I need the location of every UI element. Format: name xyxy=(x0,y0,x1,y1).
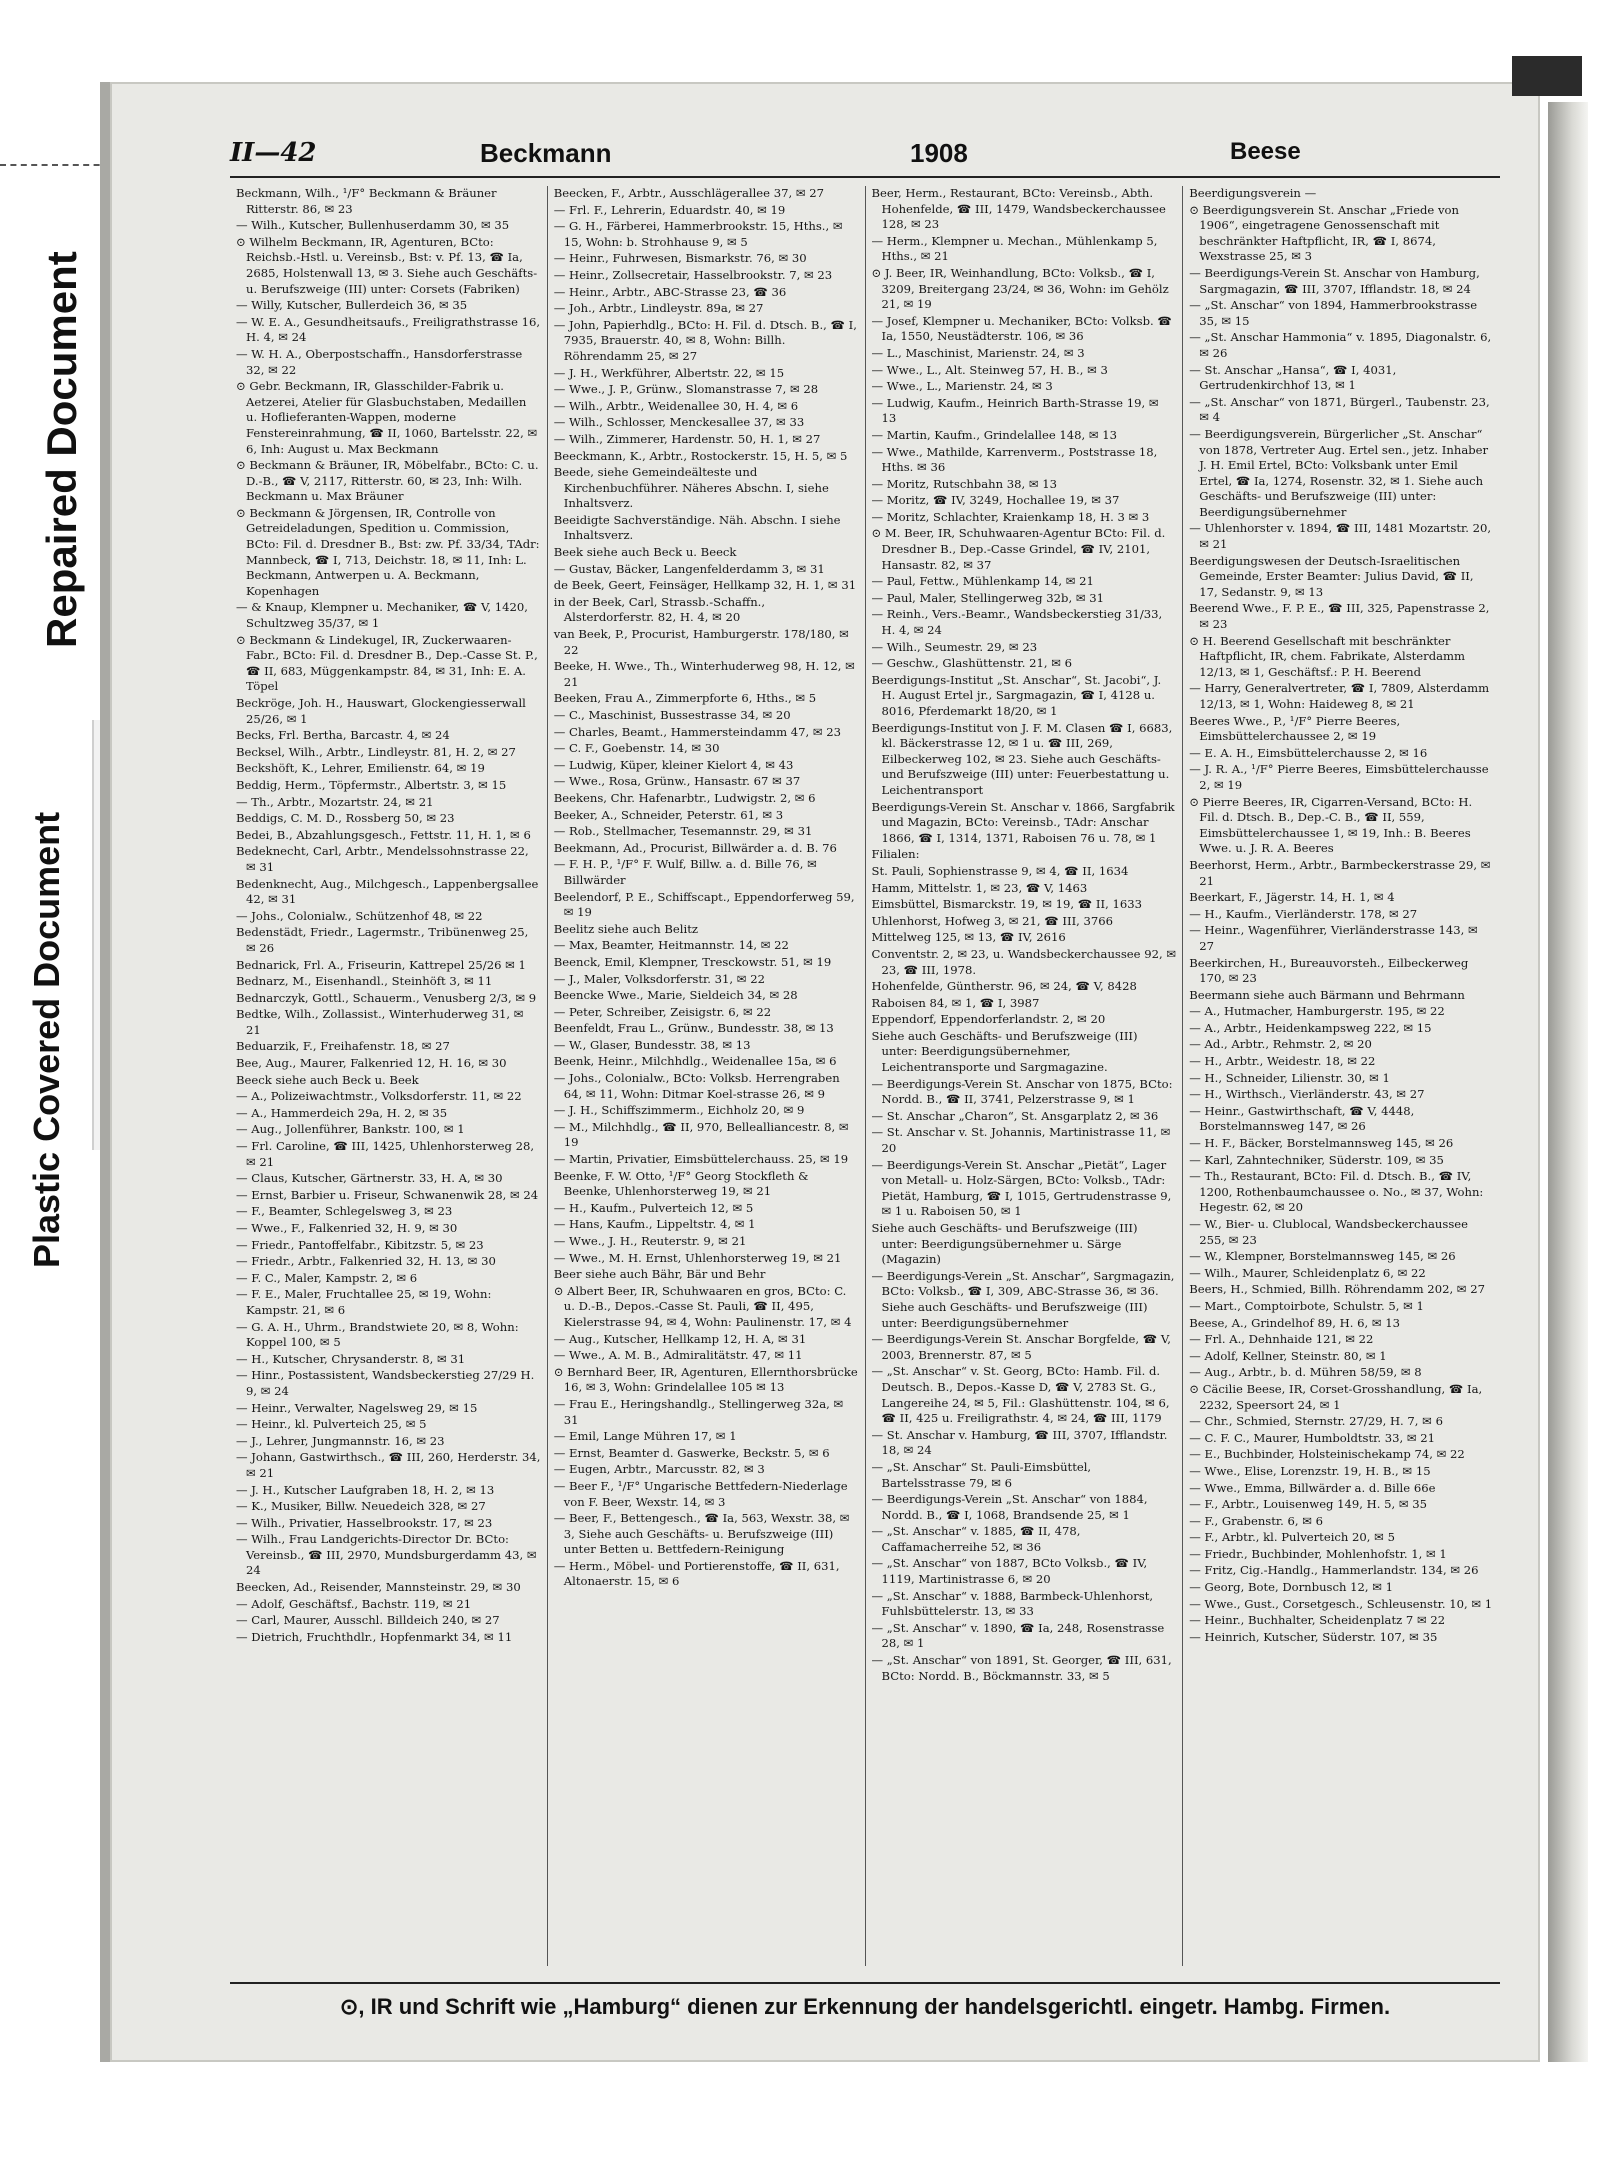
directory-entry: Beerdigungsverein — xyxy=(1189,186,1317,200)
directory-entry: — Frl. F., Lehrerin, Eduardstr. 40, ✉ 19 xyxy=(553,202,786,217)
directory-entry: Bednarczyk, Gottl., Schauerm., Venusberg 2/3, ✉ 9 xyxy=(236,990,537,1005)
directory-entry: — C., Maschinist, Bussestrasse 34, ✉ 20 xyxy=(553,708,791,722)
directory-entry: — „St. Anschar“ v. 1888, Barmbeck-Uhlenhorst, Fuhlsbüttelerstr. 13, ✉ 33 xyxy=(871,1588,1154,1619)
directory-entry: — Th., Arbtr., Mozartstr. 24, ✉ 21 xyxy=(236,794,434,809)
directory-entry: — Hinr., Postassistent, Wandsbeckerstieg 27/29 H. 9, ✉ 24 xyxy=(236,1368,535,1398)
directory-entry: — Heinrich, Kutscher, Süderstr. 107, ✉ 35 xyxy=(1189,1629,1438,1644)
tape-edge-mark xyxy=(0,164,110,166)
directory-entry: — Wwe., A. M. B., Admiralitätstr. 47, ✉ 11 xyxy=(553,1348,803,1363)
directory-entry: — Wwe., L., Marienstr. 24, ✉ 3 xyxy=(871,379,1053,394)
directory-entry: — Ad., Arbtr., Rehmstr. 2, ✉ 20 xyxy=(1189,1037,1372,1052)
directory-entry: — Rob., Stellmacher, Tesemannstr. 29, ✉ 31 xyxy=(553,824,813,839)
directory-entry: Conventstr. 2, ✉ 23, u. Wandsbeckerchaussee 92, ✉ 23, ☎ III, 1978. xyxy=(871,946,1177,977)
directory-entry: — Mart., Comptoirbote, Schulstr. 5, ✉ 1 xyxy=(1189,1298,1424,1313)
directory-entry: — Wilh., Arbtr., Weidenallee 30, H. 4, ✉ 6 xyxy=(553,398,799,413)
directory-entry: — Dietrich, Fruchthdlr., Hopfenmarkt 34, ✉ 11 xyxy=(236,1629,513,1644)
directory-entry: Beecken, F., Arbtr., Ausschlägerallee 37, ✉ 27 xyxy=(553,186,824,200)
directory-entry: — Wwe., Rosa, Grünw., Hansastr. 67 ✉ 37 xyxy=(553,774,801,789)
directory-entry: Beckshöft, K., Lehrer, Emilienstr. 64, ✉ 19 xyxy=(236,761,485,776)
directory-entry: Becksel, Wilh., Arbtr., Lindleystr. 81, H. 2, ✉ 27 xyxy=(236,744,516,759)
directory-entry: Beekmann, Ad., Procurist, Billwärder a. d. B. 76 xyxy=(553,840,837,855)
directory-entry: — Aug., Kutscher, Hellkamp 12, H. A, ✉ 31 xyxy=(553,1331,807,1346)
directory-entry: — J., Maler, Volksdorferstr. 31, ✉ 22 xyxy=(553,971,765,986)
directory-entry: — Martin, Kaufm., Grindelallee 148, ✉ 13 xyxy=(871,427,1118,442)
directory-entry: in der Beek, Carl, Strassb.-Schaffn., Alsterdorferstr. 82, H. 4, ✉ 20 xyxy=(553,594,766,625)
directory-entry: — Heinr., Wagenführer, Vierländerstrasse 143, ✉ 27 xyxy=(1189,923,1478,953)
page-corner-tab xyxy=(1512,56,1582,96)
directory-entry: — Adolf, Geschäftsf., Bachstr. 119, ✉ 21 xyxy=(236,1596,472,1611)
directory-entry: — H., Kaufm., Vierländerstr. 178, ✉ 27 xyxy=(1189,906,1418,921)
directory-entry: ⊙ Cäcilie Beese, IR, Corset-Grosshandlung, ☎ Ia, 2232, Speersort 24, ✉ 1 xyxy=(1189,1381,1483,1412)
directory-entry: — Max, Beamter, Heitmannstr. 14, ✉ 22 xyxy=(553,938,789,953)
directory-entry: — Ludwig, Kaufm., Heinrich Barth-Strasse 19, ✉ 13 xyxy=(871,395,1159,426)
directory-entry: — H., Kaufm., Pulverteich 12, ✉ 5 xyxy=(553,1200,754,1215)
directory-entry: — H., Arbtr., Weidestr. 18, ✉ 22 xyxy=(1189,1054,1376,1069)
directory-entry: Siehe auch Geschäfts- und Berufszweige (III) unter: Beerdigungsübernehmer u. Särge (Magazin) xyxy=(871,1221,1138,1267)
directory-entry: — Willy, Kutscher, Bullerdeich 36, ✉ 35 xyxy=(236,298,468,313)
directory-entry: — St. Anschar „Hansa“, ☎ I, 4031, Gertrudenkirchhof 13, ✉ 1 xyxy=(1189,362,1397,393)
directory-entry: — Wwe., Elise, Lorenzstr. 19, H. B., ✉ 15 xyxy=(1189,1463,1431,1478)
directory-entry: ⊙ Pierre Beeres, IR, Cigarren-Versand, BCto: H. Fil. d. Dtsch. B., Dep.-C. B., ☎ II, 559, Eimsbüttelerchaussee 1, ✉ 19, Inh.: B. Beeres Wwe. u. J. R. A. Beeres xyxy=(1189,794,1473,856)
directory-entry: — Beerdigungsverein, Bürgerlicher „St. Anschar“ von 1878, Vertreter Aug. Ertel sen., jetz. Inhaber J. H. Emil Ertel, BCto: Volksbank unter Emil Ertel, ☎ Ia, 1274, Rosenstr. 32, ✉ 1. Siehe auch Geschäfts- und Berufszweige (III) unter: Beerdigungsübernehmer xyxy=(1189,426,1489,519)
directory-entry: — Wilh., Privatier, Hasselbrookstr. 17, ✉ 23 xyxy=(236,1515,493,1530)
directory-entry: Bednarick, Frl. A., Friseurin, Kattrepel 25/26 ✉ 1 xyxy=(236,957,526,972)
page-header xyxy=(230,132,1500,178)
directory-entry: — Hans, Kaufm., Lippeltstr. 4, ✉ 1 xyxy=(553,1217,756,1232)
directory-entry: Beelendorf, P. E., Schiffscapt., Eppendorferweg 59, ✉ 19 xyxy=(553,889,855,920)
directory-entry: — A., Polizeiwachtmstr., Volksdorferstr. 11, ✉ 22 xyxy=(236,1089,522,1104)
directory-entry: — Friedr., Pantoffelfabr., Kibitzstr. 5, ✉ 23 xyxy=(236,1237,484,1252)
directory-entry: — L., Maschinist, Marienstr. 24, ✉ 3 xyxy=(871,345,1085,360)
directory-entry: — Wwe., Mathilde, Karrenverm., Poststrasse 18, Hths. ✉ 36 xyxy=(871,444,1158,475)
directory-entry: — Beerdigungs-Verein St. Anschar von Hamburg, Sargmagazin, ☎ III, 3707, Ifflandstr. 18, ✉ 24 xyxy=(1189,265,1480,296)
directory-entry: — Johs., Colonialw., Schützenhof 48, ✉ 22 xyxy=(236,908,483,923)
directory-entry: — Wwe., M. H. Ernst, Uhlenhorsterweg 19, ✉ 21 xyxy=(553,1250,842,1265)
directory-entry: — Heinr., Buchhalter, Scheidenplatz 7 ✉ 22 xyxy=(1189,1613,1446,1628)
directory-entry: — „St. Anschar“ von 1871, Bürgerl., Taubenstr. 23, ✉ 4 xyxy=(1189,394,1490,425)
directory-entry: ⊙ Beckmann & Jörgensen, IR, Controlle von Getreideladungen, Spedition u. Commission, BCto: Fil. d. Dresdner B., Bst: zw. Pf. 33/34, TAdr: Mannbeck, ☎ I, 713, Deichstr. 18, ✉ 11, Inh: L. Beckmann, Antwerpen u. A. Beckmann, Kopenhagen xyxy=(236,505,540,598)
directory-entry: — Carl, Maurer, Ausschl. Billdeich 240, ✉ 27 xyxy=(236,1613,500,1628)
directory-entry: Beerkirchen, H., Bureauvorsteh., Eilbeckerweg 170, ✉ 23 xyxy=(1189,955,1469,986)
directory-entry: — Karl, Zahntechniker, Süderstr. 109, ✉ 35 xyxy=(1189,1152,1444,1167)
directory-entry: Beenke, F. W. Otto, ¹/F° Georg Stockfleth & Beenke, Uhlenhorsterweg 19, ✉ 21 xyxy=(553,1168,809,1199)
directory-entry: — A., Hutmacher, Hamburgerstr. 195, ✉ 22 xyxy=(1189,1004,1445,1019)
directory-entry: — Frl. Caroline, ☎ III, 1425, Uhlenhorsterweg 28, ✉ 21 xyxy=(236,1139,535,1169)
directory-entry: Beerdigungswesen der Deutsch-Israelitischen Gemeinde, Erster Beamter: Julius David, ☎ II, 17, Sedanstr. 9, ✉ 13 xyxy=(1189,553,1474,599)
directory-entry: St. Pauli, Sophienstrasse 9, ✉ 4, ☎ II, 1634 xyxy=(871,863,1129,878)
directory-entry: ⊙ Gebr. Beckmann, IR, Glasschilder-Fabrik u. Aetzerei, Atelier für Glasbuchstaben, Medaillen u. Hoflieferanten-Wappen, moderne Fenstereinrahmung, ☎ II, 1060, Bartelsstr. 22, ✉ 6, Inh: August u. Max Beckmann xyxy=(236,379,538,456)
directory-entry: Beenfeldt, Frau L., Grünw., Bundesstr. 38, ✉ 13 xyxy=(553,1021,834,1036)
column-3 xyxy=(866,186,1184,1966)
directory-entry: — Uhlenhorster v. 1894, ☎ III, 1481 Mozartstr. 20, ✉ 21 xyxy=(1189,521,1492,552)
directory-entry: — Fritz, Cig.-Handlg., Hammerlandstr. 134, ✉ 26 xyxy=(1189,1563,1479,1578)
directory-entry: Beese, A., Grindelhof 89, H. 6, ✉ 13 xyxy=(1189,1315,1400,1330)
directory-entry: — Emil, Lange Mühren 17, ✉ 1 xyxy=(553,1429,737,1444)
directory-entry: Beerkart, F., Jägerstr. 14, H. 1, ✉ 4 xyxy=(1189,890,1395,905)
directory-entry: — Gustav, Bäcker, Langenfelderdamm 3, ✉ 31 xyxy=(553,561,825,576)
directory-entry: — Moritz, Rutschbahn 38, ✉ 13 xyxy=(871,476,1058,491)
directory-entry: — Beer, F., Bettengesch., ☎ Ia, 563, Wexstr. 38, ✉ 3, Siehe auch Geschäfts- u. Berufszweige (III) unter Betten u. Bettfedern-Reinigung xyxy=(553,1511,850,1557)
directory-entry: ⊙ Bernhard Beer, IR, Agenturen, Ellernthorsbrücke 16, ✉ 3, Wohn: Grindelallee 105 ✉ 13 xyxy=(553,1364,858,1395)
directory-entry: — Beerdigungs-Verein St. Anschar von 1875, BCto: Nordd. B., ☎ II, 3741, Pelzerstrasse 9, ✉ 1 xyxy=(871,1076,1173,1107)
directory-entry: — J. H., Kutscher Laufgraben 18, H. 2, ✉ 13 xyxy=(236,1482,495,1497)
directory-entry: — Reinh., Vers.-Beamr., Wandsbeckerstieg 31/33, H. 4, ✉ 24 xyxy=(871,607,1163,638)
directory-entry: Mittelweg 125, ✉ 13, ☎ IV, 2616 xyxy=(871,930,1066,945)
directory-entry: — Wilh., Frau Landgerichts-Director Dr. BCto: Vereinsb., ☎ III, 2970, Mundsburgerdamm 43, ✉ 24 xyxy=(236,1532,537,1578)
directory-entry: — Adolf, Kellner, Steinstr. 80, ✉ 1 xyxy=(1189,1348,1387,1363)
directory-entry: — H. F., Bäcker, Borstelmannsweg 145, ✉ 26 xyxy=(1189,1136,1454,1151)
directory-entry: — A., Arbtr., Heidenkampsweg 222, ✉ 15 xyxy=(1189,1020,1432,1035)
directory-entry: — Paul, Maler, Stellingerweg 32b, ✉ 31 xyxy=(871,590,1104,605)
directory-entry: Hamm, Mittelstr. 1, ✉ 23, ☎ V, 1463 xyxy=(871,880,1088,895)
directory-entry: Bedenstädt, Friedr., Lagermstr., Tribünenweg 25, ✉ 26 xyxy=(236,925,529,955)
directory-entry: — F., Arbtr., Louisenweg 149, H. 5, ✉ 35 xyxy=(1189,1497,1428,1512)
directory-entry: — Wwe., J. P., Grünw., Slomanstrasse 7, ✉ 28 xyxy=(553,382,819,397)
directory-entry: — M., Milchhdlg., ☎ II, 970, Bellealliancestr. 8, ✉ 19 xyxy=(553,1119,849,1150)
directory-entry: Beeidigte Sachverständige. Näh. Abschn. I siehe Inhaltsverz. xyxy=(553,512,841,543)
directory-entry: — H., Kutscher, Chrysanderstr. 8, ✉ 31 xyxy=(236,1351,466,1366)
directory-entry: — Wilh., Zimmerer, Hardenstr. 50, H. 1, ✉ 27 xyxy=(553,431,821,446)
directory-entry: Bedtke, Wilh., Zollassist., Winterhuderweg 31, ✉ 21 xyxy=(236,1007,524,1037)
directory-entry: — G. H., Färberei, Hammerbrookstr. 15, Hths., ✉ 15, Wohn: b. Strohhause 9, ✉ 5 xyxy=(553,219,843,249)
directory-entry: ⊙ Wilhelm Beckmann, IR, Agenturen, BCto: Reichsb.-Hstl. u. Vereinsb., Bst: v. Pf. 13, ☎ Ia, 2685, Holstenwall 13, ✉ 3. Siehe auch Geschäfts- u. Berufszweige (III) unter: Corsets (Fabriken) xyxy=(236,234,538,296)
directory-entry: Beerend Wwe., F. P. E., ☎ III, 325, Papenstrasse 2, ✉ 23 xyxy=(1189,601,1490,632)
directory-entry: — „St. Anschar“ von 1891, St. Georger, ☎ III, 631, BCto: Nordd. B., Böckmannstr. 33, ✉ 5 xyxy=(871,1653,1172,1683)
directory-entry: Uhlenhorst, Hofweg 3, ✉ 21, ☎ III, 3766 xyxy=(871,913,1114,928)
directory-entry: — Wwe., J. H., Reuterstr. 9, ✉ 21 xyxy=(553,1234,747,1248)
directory-entry: — „St. Anschar“ St. Pauli-Eimsbüttel, Bartelsstrasse 79, ✉ 6 xyxy=(871,1459,1092,1490)
directory-entry: — J. R. A., ¹/F° Pierre Beeres, Eimsbüttelerchausse 2, ✉ 19 xyxy=(1189,762,1489,792)
directory-entry: — Moritz, Schlachter, Kraienkamp 18, H. 3 ✉ 3 xyxy=(871,509,1150,524)
column-1 xyxy=(230,186,548,1966)
directory-entry: Becks, Frl. Bertha, Barcastr. 4, ✉ 24 xyxy=(236,728,450,743)
directory-entry: Beerhorst, Herm., Arbtr., Barmbeckerstrasse 29, ✉ 21 xyxy=(1189,857,1491,888)
directory-entry: — Eugen, Arbtr., Marcusstr. 82, ✉ 3 xyxy=(553,1462,765,1477)
directory-entry: — Heinr., Zollsecretair, Hasselbrookstr. 7, ✉ 23 xyxy=(553,267,833,282)
directory-entry: — Johs., Colonialw., BCto: Volksb. Herrengraben 64, ✉ 11, Wohn: Ditmar Koel-strasse 26, ✉ 9 xyxy=(553,1071,840,1101)
directory-entry: Beckmann, Wilh., ¹/F° Beckmann & Bräuner Ritterstr. 86, ✉ 23 xyxy=(236,186,497,216)
directory-entry: — F. H. P., ¹/F° F. Wulf, Billw. a. d. Bille 76, ✉ Billwärder xyxy=(553,857,817,887)
directory-entry: — A., Hammerdeich 29a, H. 2, ✉ 35 xyxy=(236,1105,448,1120)
directory-entry: — Aug., Jollenführer, Bankstr. 100, ✉ 1 xyxy=(236,1122,465,1137)
directory-entry: — Ludwig, Küper, kleiner Kielort 4, ✉ 43 xyxy=(553,757,794,772)
page-number: II—42 xyxy=(230,138,317,168)
directory-entry: Beecken, Ad., Reisender, Mannsteinstr. 29, ✉ 30 xyxy=(236,1580,521,1595)
directory-entry: — C. F. C., Maurer, Humboldtstr. 33, ✉ 21 xyxy=(1189,1430,1436,1445)
directory-entry: — Th., Restaurant, BCto: Fil. d. Dtsch. B., ☎ IV, 1200, Rothenbaumchaussee o. No., ✉ 37, Wohn: Hegestr. 62, ✉ 20 xyxy=(1189,1169,1484,1215)
repaired-document-label: Repaired Document xyxy=(38,251,85,649)
directory-columns xyxy=(230,186,1500,1966)
directory-entry: — Frau E., Heringshandlg., Stellingerweg 32a, ✉ 31 xyxy=(553,1396,844,1427)
directory-entry: — Wilh., Kutscher, Bullenhuserdamm 30, ✉ 35 xyxy=(236,218,510,233)
directory-entry: — Heinr., Gastwirthschaft, ☎ V, 4448, Borstelmannsweg 147, ✉ 26 xyxy=(1189,1103,1415,1134)
directory-page xyxy=(100,82,1540,2062)
directory-entry: — Joh., Arbtr., Lindleystr. 89a, ✉ 27 xyxy=(553,301,764,316)
directory-entry: Bee, Aug., Maurer, Falkenried 12, H. 16, ✉ 30 xyxy=(236,1056,507,1071)
directory-entry: ⊙ Beerdigungsverein St. Anschar „Friede von 1906“, eingetragene Genossenschaft mit beschränkter Haftpflicht, IR, ☎ I, 8674, Wexstrasse 25, ✉ 3 xyxy=(1189,202,1459,264)
page-footer-note: ⊙, IR und Schrift wie „Hamburg“ dienen zur Erkennung der handelsgerichtl. eingetr. Hambg. Firmen. xyxy=(230,1982,1500,2034)
directory-entry: — Wilh., Seumestr. 29, ✉ 23 xyxy=(871,639,1038,654)
directory-entry: ⊙ Beckmann & Lindekugel, IR, Zuckerwaaren-Fabr., BCto: Fil. d. Dresdner B., Dep.-Casse St. P., ☎ II, 683, Müggenkampstr. 84, ✉ 31, Inh: E. A. Töpel xyxy=(236,632,538,694)
directory-entry: — C. F., Goebenstr. 14, ✉ 30 xyxy=(553,741,720,756)
directory-entry: Beer siehe auch Bähr, Bär und Behr xyxy=(553,1267,766,1282)
directory-entry: Beerdigungs-Verein St. Anschar v. 1866, Sargfabrik und Magazin, BCto: Vereinsb., TAdr: Anschar 1866, ☎ I, 1314, 1371, Raboisen 76 u. 78, ✉ 1 xyxy=(871,799,1175,845)
header-first-entry: Beckmann xyxy=(480,138,612,168)
directory-entry: Beenck, Emil, Klempner, Tresckowstr. 51, ✉ 19 xyxy=(553,954,832,969)
directory-entry: ⊙ Beckmann & Bräuner, IR, Möbelfabr., BCto: C. u. D.-B., ☎ V, 2117, Ritterstr. 60, ✉ 23, Inh: Wilh. Beckmann u. Max Bräuner xyxy=(236,458,539,504)
directory-entry: — F., Beamter, Schlegelsweg 3, ✉ 23 xyxy=(236,1204,453,1219)
directory-entry: Eimsbüttel, Bismarckstr. 19, ✉ 19, ☎ II, 1633 xyxy=(871,897,1142,912)
directory-entry: Beenk, Heinr., Milchhdlg., Weidenallee 15a, ✉ 6 xyxy=(553,1054,837,1069)
directory-entry: Eppendorf, Eppendorferlandstr. 2, ✉ 20 xyxy=(871,1012,1106,1027)
directory-entry: — W. H. A., Oberpostschaffn., Hansdorferstrasse 32, ✉ 22 xyxy=(236,346,523,377)
directory-entry: — J., Lehrer, Jungmannstr. 16, ✉ 23 xyxy=(236,1433,445,1448)
directory-entry: Bedei, B., Abzahlungsgesch., Fettstr. 11, H. 1, ✉ 6 xyxy=(236,827,531,842)
directory-entry: — Beerdigungs-Verein „St. Anschar“ von 1884, Nordd. B., ☎ I, 1068, Brandsende 25, ✉ 1 xyxy=(871,1492,1148,1522)
directory-entry: — Harry, Generalvertreter, ☎ I, 7809, Alsterdamm 12/13, ✉ 1, Wohn: Haideweg 8, ✉ 21 xyxy=(1189,681,1490,711)
directory-entry: Beermann siehe auch Bärmann und Behrmann xyxy=(1189,987,1465,1002)
directory-entry: — E. A. H., Eimsbüttelerchausse 2, ✉ 16 xyxy=(1189,745,1428,760)
directory-entry: — F. C., Maler, Kampstr. 2, ✉ 6 xyxy=(236,1270,418,1285)
directory-entry: — Wilh., Maurer, Schleidenplatz 6, ✉ 22 xyxy=(1189,1265,1426,1280)
directory-entry: — Aug., Arbtr., b. d. Mühren 58/59, ✉ 8 xyxy=(1189,1365,1422,1380)
directory-entry: Siehe auch Geschäfts- und Berufszweige (III) unter: Beerdigungsübernehmer, Leichentransporte und Sargmagazine. xyxy=(871,1028,1138,1075)
column-4 xyxy=(1183,186,1500,1966)
directory-entry: — Wilh., Schlosser, Menckesallee 37, ✉ 33 xyxy=(553,415,805,430)
directory-entry: Hohenfelde, Güntherstr. 96, ✉ 24, ☎ V, 8428 xyxy=(871,979,1137,994)
directory-entry: — Johann, Gastwirthsch., ☎ III, 260, Herderstr. 34, ✉ 21 xyxy=(236,1450,541,1480)
directory-entry: — „St. Anschar Hammonia“ v. 1895, Diagonalstr. 6, ✉ 26 xyxy=(1189,330,1492,360)
directory-entry: Beer, Herm., Restaurant, BCto: Vereinsb., Abth. Hohenfelde, ☎ III, 1479, Wandsbeckerchaussee 128, ✉ 23 xyxy=(871,186,1166,232)
directory-entry: — Claus, Kutscher, Gärtnerstr. 33, H. A, ✉ 30 xyxy=(236,1171,503,1186)
directory-entry: — Heinr., Fuhrwesen, Bismarkstr. 76, ✉ 30 xyxy=(553,251,807,266)
directory-entry: Beerdigungs-Institut „St. Anschar“, St. Jacobi“, J. H. August Ertel jr., Sargmagazin, ☎ I, 4128 u. 8016, Pferdemarkt 18/20, ✉ 1 xyxy=(871,672,1162,718)
directory-entry: Raboisen 84, ✉ 1, ☎ I, 3987 xyxy=(871,995,1040,1010)
directory-entry: — Friedr., Buchbinder, Mohlenhofstr. 1, ✉ 1 xyxy=(1189,1546,1447,1561)
directory-entry: — Ernst, Beamter d. Gaswerke, Beckstr. 5, ✉ 6 xyxy=(553,1445,830,1460)
directory-entry: — Josef, Klempner u. Mechaniker, BCto: Volksb. ☎ Ia, 1550, Neustädterstr. 106, ✉ 36 xyxy=(871,313,1172,344)
directory-entry: Beede, siehe Gemeindeälteste und Kirchenbuchführer. Näheres Abschn. I, siehe Inhaltsverz. xyxy=(553,465,829,511)
directory-entry: — & Knaup, Klempner u. Mechaniker, ☎ V, 1420, Schultzweg 35/37, ✉ 1 xyxy=(236,600,528,631)
directory-entry: — Heinr., kl. Pulverteich 25, ✉ 5 xyxy=(236,1417,427,1432)
directory-entry: — Heinr., Arbtr., ABC-Strasse 23, ☎ 36 xyxy=(553,284,787,299)
directory-entry: — J. H., Werkführer, Albertstr. 22, ✉ 15 xyxy=(553,365,785,380)
directory-entry: Beeken, Frau A., Zimmerpforte 6, Hths., ✉ 5 xyxy=(553,691,817,706)
directory-entry: ⊙ H. Beerend Gesellschaft mit beschränkter Haftpflicht, IR, chem. Fabrikate, Alsterdamm 12/13, ✉ 1, Geschäftsf.: P. H. Beerend xyxy=(1189,633,1466,679)
header-last-entry: Beese xyxy=(1230,138,1301,165)
directory-entry: — Ernst, Barbier u. Friseur, Schwanenwik 28, ✉ 24 xyxy=(236,1187,539,1202)
directory-entry: Beeke, H. Wwe., Th., Winterhuderweg 98, H. 12, ✉ 21 xyxy=(553,659,855,689)
directory-entry: — Friedr., Arbtr., Falkenried 32, H. 13, ✉ 30 xyxy=(236,1254,496,1269)
directory-entry: Filialen: xyxy=(871,847,920,862)
directory-entry: — F., Arbtr., kl. Pulverteich 20, ✉ 5 xyxy=(1189,1530,1395,1545)
directory-entry: — Beerdigungs-Verein St. Anschar „Pietät“, Lager von Metall- u. Holz-Särgen, BCto: Volksb., TAdr: Pietät, Hamburg, ☎ I, 1015, Gertrudenstrasse 9, ✉ 1 u. Raboisen 50, ✉ 1 xyxy=(871,1157,1172,1219)
directory-entry: Beeck siehe auch Beck u. Beek xyxy=(236,1072,419,1087)
directory-entry: — Herm., Möbel- und Portierenstoffe, ☎ II, 631, Altonaerstr. 15, ✉ 6 xyxy=(553,1558,840,1589)
directory-entry: — St. Anschar „Charon“, St. Ansgarplatz 2, ✉ 36 xyxy=(871,1108,1159,1123)
plastic-covered-document-label: Plastic Covered Document xyxy=(26,811,67,1269)
directory-entry: — Beerdigungs-Verein St. Anschar Borgfelde, ☎ V, 2003, Brennerstr. 87, ✉ 5 xyxy=(871,1332,1171,1362)
directory-entry: Bednarz, M., Eisenhandl., Steinhöft 3, ✉ 11 xyxy=(236,974,493,989)
directory-entry: Beerdigungs-Institut von J. F. M. Clasen ☎ I, 6683, kl. Bäckerstrasse 12, ✉ 1 u. ☎ III, 269, Eilbeckerweg 102, ✉ 23. Siehe auch Geschäfts- und Berufszweige (III) unter: Feuerbestattung u. Leichentransport xyxy=(871,720,1173,797)
directory-entry: — Wwe., Emma, Billwärder a. d. Bille 66e xyxy=(1189,1480,1436,1495)
directory-entry: Beekens, Chr. Hafenarbtr., Ludwigstr. 2, ✉ 6 xyxy=(553,790,816,805)
directory-entry: — „St. Anschar“ v. 1885, ☎ II, 478, Caffamacherreihe 52, ✉ 36 xyxy=(871,1524,1081,1554)
directory-entry: — Frl. A., Dehnhaide 121, ✉ 22 xyxy=(1189,1332,1374,1347)
directory-entry: Bedeknecht, Carl, Arbtr., Mendelssohnstrasse 22, ✉ 31 xyxy=(236,844,529,874)
directory-entry: — H., Schneider, Lilienstr. 30, ✉ 1 xyxy=(1189,1070,1390,1085)
directory-entry: — Herm., Klempner u. Mechan., Mühlenkamp 5, Hths., ✉ 21 xyxy=(871,233,1158,264)
directory-entry: — Peter, Schreiber, Zeisigstr. 6, ✉ 22 xyxy=(553,1004,772,1019)
directory-entry: Beckröge, Joh. H., Hauswart, Glockengiesserwall 25/26, ✉ 1 xyxy=(236,696,526,726)
directory-entry: — F. E., Maler, Fruchtallee 25, ✉ 19, Wohn: Kampstr. 21, ✉ 6 xyxy=(236,1287,492,1317)
directory-entry: — „St. Anschar“ von 1894, Hammerbrookstrasse 35, ✉ 15 xyxy=(1189,298,1478,328)
directory-entry: — E., Buchbinder, Holsteinischekamp 74, ✉ 22 xyxy=(1189,1447,1465,1462)
directory-entry: — „St. Anschar“ von 1887, BCto Volksb., ☎ IV, 1119, Martinistrasse 6, ✉ 20 xyxy=(871,1556,1148,1587)
directory-entry: ⊙ M. Beer, IR, Schuhwaaren-Agentur BCto: Fil. d. Dresdner B., Dep.-Casse Grindel, ☎ IV, 2101, Hansastr. 82, ✉ 37 xyxy=(871,526,1166,572)
directory-entry: — F., Grabenstr. 6, ✉ 6 xyxy=(1189,1513,1324,1528)
directory-entry: — Wwe., F., Falkenried 32, H. 9, ✉ 30 xyxy=(236,1221,458,1235)
directory-entry: — J. H., Schiffszimmerm., Eichholz 20, ✉ 9 xyxy=(553,1103,805,1118)
header-year: 1908 xyxy=(910,138,968,168)
directory-entry: Beeker, A., Schneider, Peterstr. 61, ✉ 3 xyxy=(553,807,784,822)
directory-entry: — Wwe., Gust., Corsetgesch., Schleusenstr. 10, ✉ 1 xyxy=(1189,1596,1493,1611)
directory-entry: Beduarzik, F., Freihafenstr. 18, ✉ 27 xyxy=(236,1039,450,1054)
directory-entry: Beddigs, C. M. D., Rossberg 50, ✉ 23 xyxy=(236,811,455,826)
directory-entry: — K., Musiker, Billw. Neuedeich 328, ✉ 27 xyxy=(236,1499,486,1514)
directory-entry: — John, Papierhdlg., BCto: H. Fil. d. Dtsch. B., ☎ I, 7935, Brauerstr. 40, ✉ 8, Wohn: Billh. Röhrendamm 25, ✉ 27 xyxy=(553,317,857,363)
directory-entry: — W. E. A., Gesundheitsaufs., Freiligrathstrasse 16, H. 4, ✉ 24 xyxy=(236,314,541,345)
directory-entry: Beek siehe auch Beck u. Beeck xyxy=(553,545,737,560)
directory-entry: — Charles, Beamt., Hammersteindamm 47, ✉ 23 xyxy=(553,724,842,739)
directory-entry: Beelitz siehe auch Belitz xyxy=(553,921,698,936)
directory-entry: de Beek, Geert, Feinsäger, Hellkamp 32, H. 1, ✉ 31 xyxy=(553,578,857,593)
directory-entry: — Moritz, ☎ IV, 3249, Hochallee 19, ✉ 37 xyxy=(871,493,1120,508)
directory-entry: — Wwe., L., Alt. Steinweg 57, H. B., ✉ 3 xyxy=(871,362,1108,377)
page-edge-shadow xyxy=(1548,102,1588,2062)
directory-entry: Beddig, Herm., Töpfermstr., Albertstr. 3, ✉ 15 xyxy=(236,777,507,792)
directory-entry: ⊙ Albert Beer, IR, Schuhwaaren en gros, BCto: C. u. D.-B., Depos.-Casse St. Pauli, ☎ II, 495, Kielerstrasse 94, ✉ 4, Wohn: Paulinenstr. 17, ✉ 4 xyxy=(553,1283,852,1329)
directory-entry: Bedenknecht, Aug., Milchgesch., Lappenbergsallee 42, ✉ 31 xyxy=(236,876,539,907)
directory-entry: — Chr., Schmied, Sternstr. 27/29, H. 7, ✉ 6 xyxy=(1189,1414,1443,1429)
directory-entry: — „St. Anschar“ v. 1890, ☎ Ia, 248, Rosenstrasse 28, ✉ 1 xyxy=(871,1620,1165,1651)
directory-entry: Beeres Wwe., P., ¹/F° Pierre Beeres, Eimsbüttelerchaussee 2, ✉ 19 xyxy=(1189,713,1401,744)
directory-entry: — Georg, Bote, Dornbusch 12, ✉ 1 xyxy=(1189,1580,1394,1595)
directory-entry: — H., Wirthsch., Vierländerstr. 43, ✉ 27 xyxy=(1189,1087,1425,1102)
directory-entry: — St. Anschar v. St. Johannis, Martinistrasse 11, ✉ 20 xyxy=(871,1125,1171,1156)
directory-entry: Beencke Wwe., Marie, Sieldeich 34, ✉ 28 xyxy=(553,988,798,1003)
directory-entry: Beeckmann, K., Arbtr., Rostockerstr. 15, H. 5, ✉ 5 xyxy=(553,448,848,463)
directory-entry: — W., Bier- u. Clublocal, Wandsbeckerchaussee 255, ✉ 23 xyxy=(1189,1217,1469,1247)
directory-entry: — W., Glaser, Bundesstr. 38, ✉ 13 xyxy=(553,1037,751,1052)
directory-entry: — W., Klempner, Borstelmannsweg 145, ✉ 26 xyxy=(1189,1249,1456,1264)
column-2 xyxy=(548,186,866,1966)
directory-entry: — Martin, Privatier, Eimsbüttelerchauss. 25, ✉ 19 xyxy=(553,1152,849,1167)
directory-entry: — Beer F., ¹/F° Ungarische Bettfedern-Niederlage von F. Beer, Wexstr. 14, ✉ 3 xyxy=(553,1478,848,1509)
directory-entry: — St. Anschar v. Hamburg, ☎ III, 3707, Ifflandstr. 18, ✉ 24 xyxy=(871,1427,1168,1458)
directory-entry: — Beerdigungs-Verein „St. Anschar“, Sargmagazin, BCto: Volksb., ☎ I, 309, ABC-Strasse 36, ✉ 36. Siehe auch Geschäfts- und Berufszweige (III) unter: Beerdigungsübernehmer xyxy=(871,1268,1175,1330)
directory-entry: — Paul, Fettw., Mühlenkamp 14, ✉ 21 xyxy=(871,574,1094,589)
directory-entry: Beers, H., Schmied, Billh. Röhrendamm 202, ✉ 27 xyxy=(1189,1282,1485,1297)
directory-entry: — G. A. H., Uhrm., Brandstwiete 20, ✉ 8, Wohn: Koppel 100, ✉ 5 xyxy=(236,1319,519,1350)
directory-entry: — Heinr., Verwalter, Nagelsweg 29, ✉ 15 xyxy=(236,1400,478,1415)
directory-entry: van Beek, P., Procurist, Hamburgerstr. 178/180, ✉ 22 xyxy=(553,627,849,657)
directory-entry: ⊙ J. Beer, IR, Weinhandlung, BCto: Volksb., ☎ I, 3209, Breitergang 23/24, ✉ 36, Wohn: im Gehölz 21, ✉ 19 xyxy=(871,265,1169,312)
directory-entry: — „St. Anschar“ v. St. Georg, BCto: Hamb. Fil. d. Deutsch. B., Depos.-Kasse D, ☎ V, 2783 St. G., Langereihe 24, ✉ 5, Fil.: Glashüttenstr. 104, ✉ 6, ☎ II, 425 u. Freiligrathstr. 4, ✉ 24, ☎ III, 1179 xyxy=(871,1364,1170,1426)
directory-entry: — Geschw., Glashüttenstr. 21, ✉ 6 xyxy=(871,656,1072,671)
